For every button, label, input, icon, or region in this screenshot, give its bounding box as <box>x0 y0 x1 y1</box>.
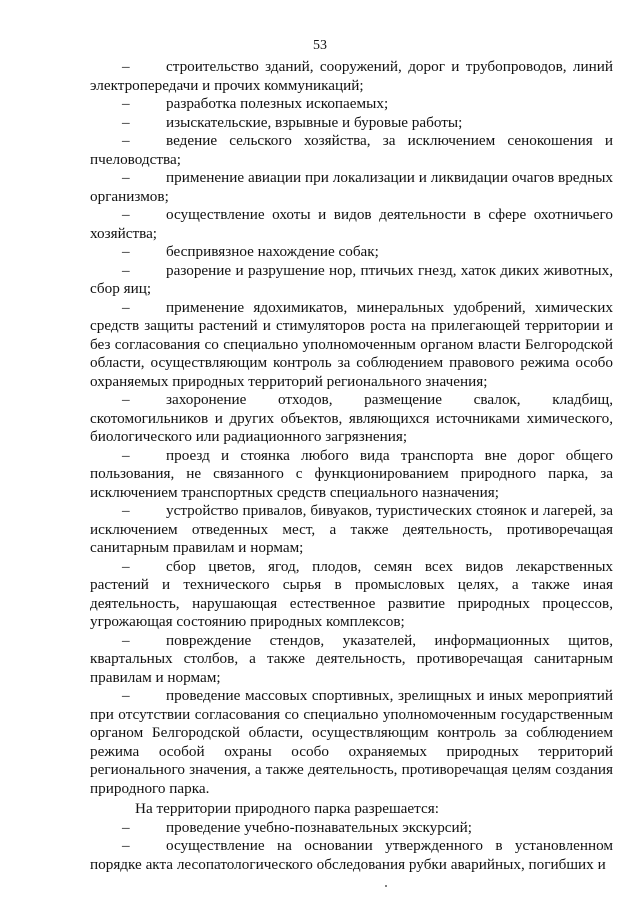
list-item-text: беспривязное нахождение собак; <box>166 243 379 260</box>
list-item <box>90 502 613 558</box>
list-item-text: повреждение стендов, указателей, информационных щитов, квартальных столбов, а также деятельность, противоречащая санитарным правилам и нормам; <box>90 631 613 686</box>
allowed-activities-list <box>90 819 613 875</box>
list-item-text: осуществление на основании утвержденного в установленном порядке акта лесопатологического обследования рубки аварийных, погибших и <box>90 837 613 873</box>
dash-marker: – <box>122 113 130 131</box>
list-item <box>90 687 613 798</box>
list-item-text: применение ядохимикатов, минеральных удобрений, химических средств защиты растений и стимуляторов роста на прилегающей территории и без согласования со специально уполномоченным органом власти Белгородской области, осуществляющим контроль за соблюдением правового режима особо охраняемых природных территорий регионального значения; <box>90 298 613 390</box>
list-item-text: разорение и разрушение нор, птичьих гнезд, хаток диких животных, сбор яиц; <box>90 261 613 297</box>
prohibited-activities-list <box>90 58 613 798</box>
list-item <box>90 206 613 243</box>
list-item-text: разработка полезных ископаемых; <box>166 95 389 112</box>
dash-marker: – <box>122 206 130 223</box>
list-item-text: сбор цветов, ягод, плодов, семян всех видов лекарственных растений и технического сырья в промысловых целях, а также иная деятельность, нарушающая естественное развитие природных процессов, угрожающая состоянию природных комплексов; <box>90 557 613 630</box>
list-item-text: ведение сельского хозяйства, за исключением сенокошения и пчеловодства; <box>90 132 613 168</box>
dash-marker: – <box>122 557 130 575</box>
list-item-text: проведение учебно-познавательных экскурсий; <box>166 818 473 836</box>
list-item <box>90 391 613 447</box>
dash-marker: – <box>122 243 130 260</box>
list-item <box>90 447 613 503</box>
list-item-text: проезд и стоянка любого вида транспорта вне дорог общего пользования, не связанного с функционированием природного парка, за исключением транспортных средств специального назначения; <box>90 446 613 501</box>
list-item <box>90 243 613 262</box>
document-body <box>90 58 613 874</box>
scan-speck <box>385 885 387 887</box>
list-item-text: осуществление охоты и видов деятельности в сфере охотничьего хозяйства; <box>90 206 613 242</box>
list-item <box>90 819 613 838</box>
dash-marker: – <box>122 687 130 704</box>
page-number: 53 <box>313 38 327 53</box>
dash-marker: – <box>122 132 130 149</box>
list-item-text: изыскательские, взрывные и буровые работы; <box>166 113 463 131</box>
dash-marker: – <box>122 818 130 836</box>
list-item <box>90 95 613 114</box>
list-item-text: устройство привалов, бивуаков, туристических стоянок и лагерей, за исключением отведенных мест, а также деятельность, противоречащая санитарным правилам и нормам; <box>90 502 613 556</box>
dash-marker: – <box>122 261 130 279</box>
dash-marker: – <box>122 837 130 854</box>
list-item <box>90 262 613 299</box>
list-item <box>90 837 613 874</box>
dash-marker: – <box>122 446 130 464</box>
list-item-text: проведение массовых спортивных, зрелищных и иных мероприятий при отсутствии согласования со специально уполномоченным государственным органом Белгородской области, осуществляющим контроль за соблюдением режима особой охраны особо охраняемых природных территорий регионального значения, а также деятельность, противоречащая целям создания природного парка. <box>90 687 613 797</box>
list-item <box>90 299 613 392</box>
dash-marker: – <box>122 631 130 649</box>
dash-marker: – <box>122 502 130 519</box>
list-item <box>90 114 613 133</box>
dash-marker: – <box>122 298 130 316</box>
dash-marker: – <box>122 95 130 112</box>
dash-marker: – <box>122 58 130 75</box>
list-item-text: строительство зданий, сооружений, дорог и трубопроводов, линий электропередачи и прочих коммуникаций; <box>90 58 613 94</box>
list-item <box>90 58 613 95</box>
dash-marker: – <box>122 169 130 186</box>
list-item <box>90 558 613 632</box>
allowed-heading: На территории природного парка разрешается: <box>135 800 439 817</box>
list-item <box>90 169 613 206</box>
dash-marker: – <box>122 391 130 408</box>
list-item <box>90 132 613 169</box>
list-item-text: применение авиации при локализации и ликвидации очагов вредных организмов; <box>90 169 613 205</box>
list-item-text: захоронение отходов, размещение свалок, кладбищ, скотомогильников и других объектов, являющихся источниками химического, биологического или радиационного загрязнения; <box>90 391 613 445</box>
list-item <box>90 632 613 688</box>
